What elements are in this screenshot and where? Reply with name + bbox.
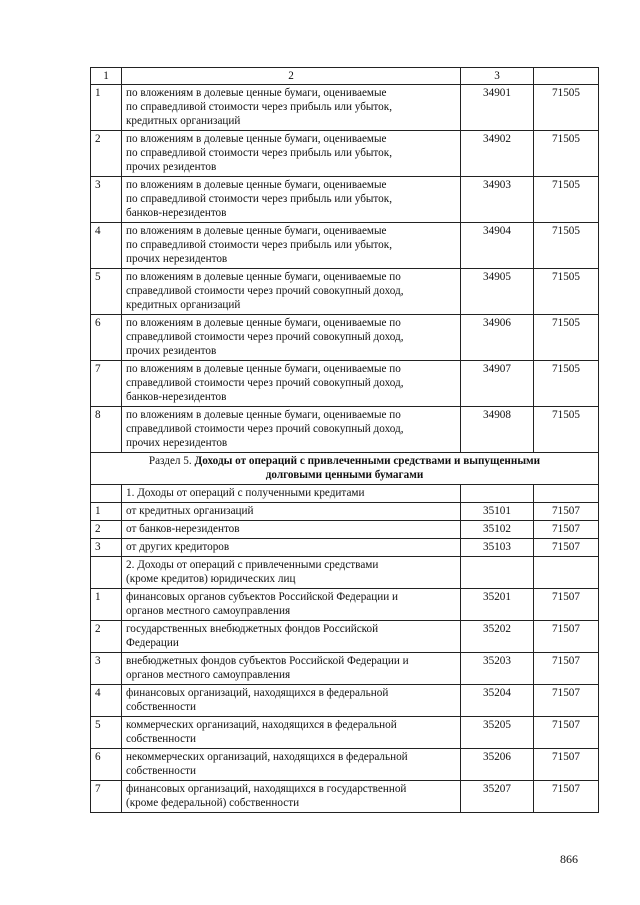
- row-description: [122, 269, 461, 315]
- row-description: [122, 717, 461, 749]
- row-text-line: финансовых организаций, находящихся в государственной: [126, 783, 407, 795]
- row-description: [122, 85, 461, 131]
- page-number: 866: [560, 852, 578, 866]
- table-row: [91, 717, 599, 749]
- row-text-line: справедливой стоимости через прочий совокупный доход,: [126, 331, 404, 343]
- account-code: 34903: [461, 177, 534, 223]
- row-text-line: справедливой стоимости через прочий совокупный доход,: [126, 423, 404, 435]
- symbol-code: 71507: [534, 539, 599, 557]
- row-number: 4: [91, 685, 122, 717]
- empty-cell: [534, 557, 599, 589]
- row-text-line: справедливой стоимости через прочий совокупный доход,: [126, 285, 404, 297]
- row-text-line: органов местного самоуправления: [126, 605, 291, 617]
- row-text-line: некоммерческих организаций, находящихся в федеральной: [126, 751, 408, 763]
- row-description: [122, 621, 461, 653]
- table-row: [91, 653, 599, 685]
- section-title-line-2: долговыми ценными бумагами: [265, 469, 424, 481]
- row-description: [122, 589, 461, 621]
- account-code: 35101: [461, 503, 534, 521]
- row-text-line: (кроме федеральной) собственности: [126, 797, 300, 809]
- symbol-code: 71505: [534, 223, 599, 269]
- row-description: [122, 781, 461, 813]
- row-number: 6: [91, 749, 122, 781]
- symbol-code: 71507: [534, 653, 599, 685]
- table-row: [91, 539, 599, 557]
- account-code: 35103: [461, 539, 534, 557]
- row-text-line: прочих резидентов: [126, 161, 217, 173]
- empty-cell: [91, 557, 122, 589]
- row-number: 6: [91, 315, 122, 361]
- row-number: 1: [91, 589, 122, 621]
- table-row: [91, 685, 599, 717]
- row-description: [122, 361, 461, 407]
- row-text-line: кредитных организаций: [126, 115, 241, 127]
- account-code: 35205: [461, 717, 534, 749]
- symbol-code: 71505: [534, 131, 599, 177]
- account-code: 35203: [461, 653, 534, 685]
- table-row: [91, 749, 599, 781]
- row-text-line: 2. Доходы от операций с привлеченными средствами: [126, 559, 379, 571]
- symbol-code: 71507: [534, 503, 599, 521]
- row-text-line: государственных внебюджетных фондов Российской: [126, 623, 379, 635]
- symbol-code: 71507: [534, 621, 599, 653]
- account-code: 34902: [461, 131, 534, 177]
- row-text-line: справедливой стоимости через прочий совокупный доход,: [126, 377, 404, 389]
- empty-cell: [91, 485, 122, 503]
- row-text-line: по справедливой стоимости через прибыль или убыток,: [126, 193, 392, 205]
- section-title-line-1: Доходы от операций с привлеченными средствами и выпущенными: [194, 455, 541, 467]
- subsection-title-2: [122, 557, 461, 589]
- table-row: [91, 223, 599, 269]
- header-col-3: 3: [461, 68, 534, 85]
- row-number: 5: [91, 269, 122, 315]
- row-text-line: прочих нерезидентов: [126, 437, 228, 449]
- header-col-2: 2: [122, 68, 461, 85]
- subsection-row: [91, 557, 599, 589]
- subsection-row: [91, 485, 599, 503]
- row-number: 2: [91, 131, 122, 177]
- row-number: 3: [91, 177, 122, 223]
- row-number: 2: [91, 621, 122, 653]
- row-text-line: (кроме кредитов) юридических лиц: [126, 573, 296, 585]
- row-text-line: банков-нерезидентов: [126, 207, 227, 219]
- account-code: 35207: [461, 781, 534, 813]
- row-number: 5: [91, 717, 122, 749]
- table-row: [91, 521, 599, 539]
- row-description: [122, 407, 461, 453]
- symbol-code: 71505: [534, 315, 599, 361]
- subsection-title-1: 1. Доходы от операций с полученными кредитами: [122, 485, 461, 503]
- row-description: [122, 177, 461, 223]
- row-text-line: по вложениям в долевые ценные бумаги, оцениваемые по: [126, 409, 401, 421]
- row-text-line: по вложениям в долевые ценные бумаги, оцениваемые: [126, 133, 387, 145]
- row-description: [122, 503, 461, 521]
- row-text-line: по вложениям в долевые ценные бумаги, оцениваемые: [126, 225, 387, 237]
- chart-of-accounts-table: [90, 67, 599, 813]
- row-description: [122, 539, 461, 557]
- row-number: 1: [91, 85, 122, 131]
- account-code: 34908: [461, 407, 534, 453]
- row-text-line: кредитных организаций: [126, 299, 241, 311]
- row-text-line: Федерации: [126, 637, 179, 649]
- table-row: [91, 85, 599, 131]
- account-code: 35201: [461, 589, 534, 621]
- account-code: 35202: [461, 621, 534, 653]
- row-text-line: от кредитных организаций: [126, 505, 254, 517]
- row-description: [122, 223, 461, 269]
- row-text-line: от других кредиторов: [126, 541, 230, 553]
- row-description: [122, 653, 461, 685]
- row-text-line: по справедливой стоимости через прибыль или убыток,: [126, 147, 392, 159]
- table-row: [91, 781, 599, 813]
- row-number: 7: [91, 361, 122, 407]
- account-code: 35206: [461, 749, 534, 781]
- row-text-line: коммерческих организаций, находящихся в федеральной: [126, 719, 397, 731]
- row-description: [122, 521, 461, 539]
- row-number: 1: [91, 503, 122, 521]
- table-row: [91, 361, 599, 407]
- row-text-line: по вложениям в долевые ценные бумаги, оцениваемые по: [126, 271, 401, 283]
- row-description: [122, 131, 461, 177]
- table-row: [91, 621, 599, 653]
- row-description: [122, 685, 461, 717]
- row-description: [122, 749, 461, 781]
- row-number: 2: [91, 521, 122, 539]
- symbol-code: 71507: [534, 717, 599, 749]
- row-text-line: органов местного самоуправления: [126, 669, 291, 681]
- header-row: [91, 68, 599, 85]
- row-description: [122, 315, 461, 361]
- symbol-code: 71505: [534, 177, 599, 223]
- row-text-line: по вложениям в долевые ценные бумаги, оцениваемые: [126, 179, 387, 191]
- row-text-line: внебюджетных фондов субъектов Российской Федерации и: [126, 655, 409, 667]
- row-text-line: банков-нерезидентов: [126, 391, 227, 403]
- row-text-line: от банков-нерезидентов: [126, 523, 240, 535]
- empty-cell: [534, 485, 599, 503]
- account-code: 34907: [461, 361, 534, 407]
- symbol-code: 71505: [534, 85, 599, 131]
- symbol-code: 71507: [534, 589, 599, 621]
- section-prefix: Раздел 5.: [148, 455, 195, 467]
- row-number: 8: [91, 407, 122, 453]
- row-number: 4: [91, 223, 122, 269]
- row-text-line: по вложениям в долевые ценные бумаги, оцениваемые: [126, 87, 387, 99]
- row-text-line: собственности: [126, 765, 196, 777]
- symbol-code: 71507: [534, 749, 599, 781]
- header-col-1: 1: [91, 68, 122, 85]
- table-row: [91, 407, 599, 453]
- section-row: [91, 453, 599, 485]
- row-text-line: по вложениям в долевые ценные бумаги, оцениваемые по: [126, 317, 401, 329]
- empty-cell: [461, 557, 534, 589]
- row-text-line: финансовых органов субъектов Российской Федерации и: [126, 591, 399, 603]
- symbol-code: 71505: [534, 407, 599, 453]
- header-col-4: [534, 68, 599, 85]
- row-text-line: финансовых организаций, находящихся в федеральной: [126, 687, 389, 699]
- row-number: 3: [91, 539, 122, 557]
- empty-cell: [461, 485, 534, 503]
- table-row: [91, 269, 599, 315]
- account-code: 34901: [461, 85, 534, 131]
- row-number: 7: [91, 781, 122, 813]
- row-text-line: по справедливой стоимости через прибыль или убыток,: [126, 101, 392, 113]
- symbol-code: 71505: [534, 269, 599, 315]
- table-row: [91, 131, 599, 177]
- row-number: 3: [91, 653, 122, 685]
- row-text-line: прочих резидентов: [126, 345, 217, 357]
- symbol-code: 71507: [534, 685, 599, 717]
- row-text-line: собственности: [126, 701, 196, 713]
- table-row: [91, 177, 599, 223]
- symbol-code: 71507: [534, 521, 599, 539]
- table-row: [91, 503, 599, 521]
- symbol-code: 71505: [534, 361, 599, 407]
- account-code: 34904: [461, 223, 534, 269]
- account-code: 34906: [461, 315, 534, 361]
- row-text-line: прочих нерезидентов: [126, 253, 228, 265]
- account-code: 35102: [461, 521, 534, 539]
- table-row: [91, 315, 599, 361]
- row-text-line: собственности: [126, 733, 196, 745]
- row-text-line: по справедливой стоимости через прибыль или убыток,: [126, 239, 392, 251]
- account-code: 34905: [461, 269, 534, 315]
- symbol-code: 71507: [534, 781, 599, 813]
- row-text-line: по вложениям в долевые ценные бумаги, оцениваемые по: [126, 363, 401, 375]
- table-row: [91, 589, 599, 621]
- account-code: 35204: [461, 685, 534, 717]
- section-heading: [91, 453, 599, 485]
